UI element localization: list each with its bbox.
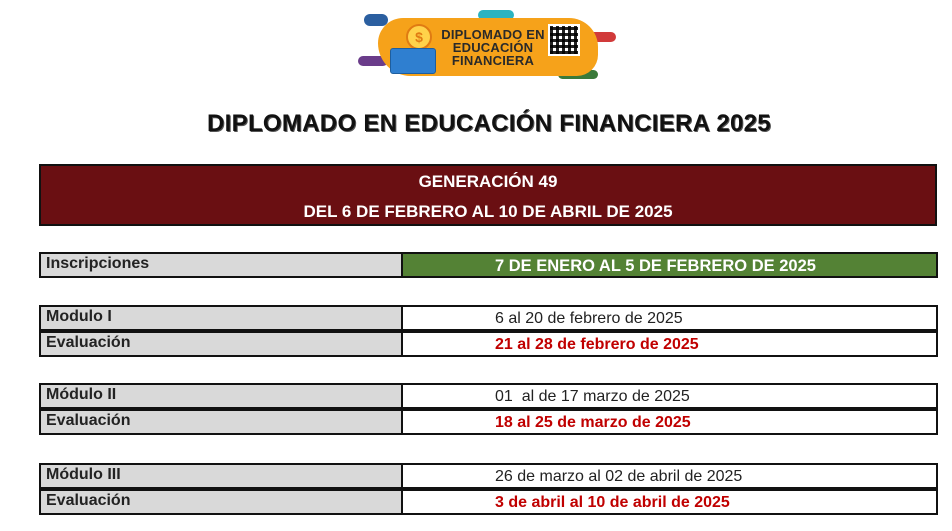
inscripciones-label: Inscripciones <box>41 254 403 276</box>
module-1-row <box>39 305 938 331</box>
inscripciones-dates: 7 DE ENERO AL 5 DE FEBRERO DE 2025 <box>403 254 936 276</box>
coin-icon: $ <box>406 24 432 50</box>
module-1-label: Modulo I <box>41 307 403 329</box>
generation-number: GENERACIÓN 49 <box>418 172 558 191</box>
logo-text: DIPLOMADO EN EDUCACIÓN FINANCIERA <box>441 27 545 68</box>
module-2-row <box>39 383 938 409</box>
module-2-eval-row <box>39 409 938 435</box>
generation-banner <box>39 164 937 226</box>
module-1-eval-row <box>39 331 938 357</box>
module-3-dates: 26 de marzo al 02 de abril de 2025 <box>495 468 743 485</box>
module-2-eval-dates: 18 al 25 de marzo de 2025 <box>495 414 691 431</box>
module-3-row <box>39 463 938 489</box>
module-2-eval-label: Evaluación <box>41 411 403 433</box>
module-1-dates: 6 al 20 de febrero de 2025 <box>495 310 683 327</box>
module-2-label: Módulo II <box>41 385 403 407</box>
module-2-dates: 01 al de 17 marzo de 2025 <box>495 388 690 405</box>
diplomado-logo <box>358 10 620 86</box>
module-3-eval-row <box>39 489 938 515</box>
generation-dates: DEL 6 DE FEBRERO AL 10 DE ABRIL DE 2025 <box>303 202 673 221</box>
inscripciones-row <box>39 252 938 278</box>
module-3-eval-label: Evaluación <box>41 491 403 513</box>
module-3-eval-dates: 3 de abril al 10 de abril de 2025 <box>495 494 730 511</box>
module-1-eval-label: Evaluación <box>41 333 403 355</box>
page-title: DIPLOMADO EN EDUCACIÓN FINANCIERA 2025 <box>207 110 771 137</box>
module-3-label: Módulo III <box>41 465 403 487</box>
module-1-eval-dates: 21 al 28 de febrero de 2025 <box>495 336 699 353</box>
